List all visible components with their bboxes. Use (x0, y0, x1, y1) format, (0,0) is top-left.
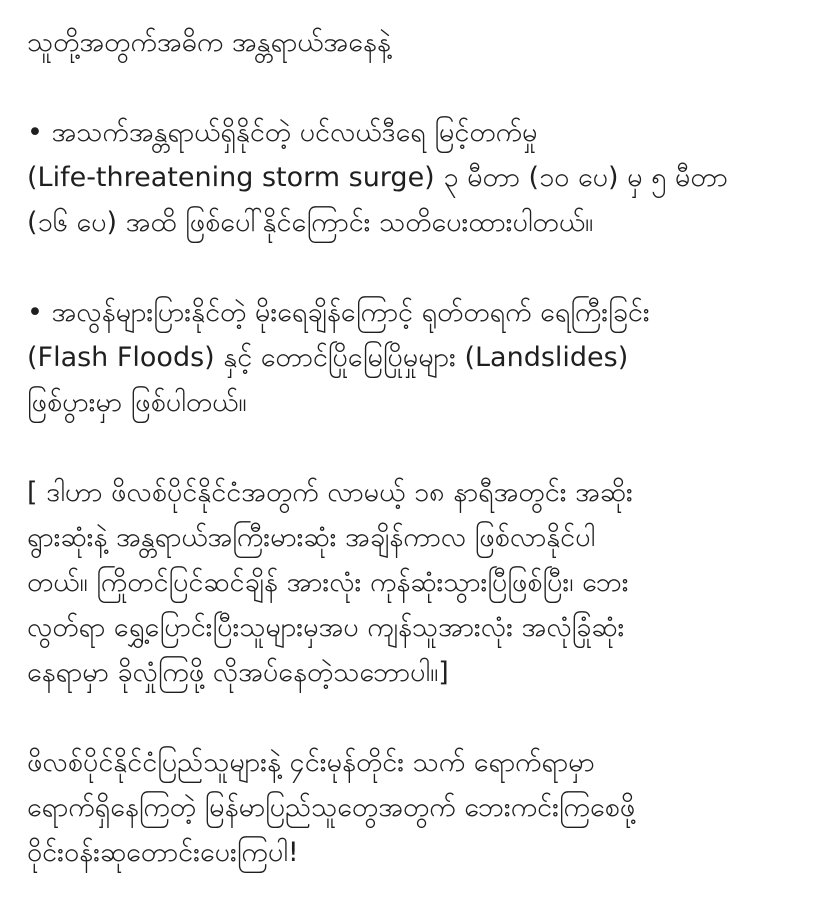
bracket-note (27, 470, 805, 695)
note-line: လွတ်ရာ ရွှေ့ပြောင်းပြီးသူများမှအပ ကျန်သူအားလုံး အလုံခြုံဆုံး (27, 612, 625, 643)
note-line: ရွားဆုံးနဲ့ အန္တရာယ်အကြီးမားဆုံး အချိန်ကာလ ဖြစ်လာနိုင်ပါ (27, 522, 596, 553)
bullet-line: • အသက်အန္တရာယ်ရှိနိုင်တဲ့ ပင်လယ်ဒီရေ မြင့်တက်မှု (27, 117, 538, 148)
note-line: [ ဒါဟာ ဖိလစ်ပိုင်နိုင်ငံအတွက် လာမယ့် ၁၈ နာရီအတွင်း အဆိုး (27, 477, 633, 508)
bullet-storm-surge (27, 110, 805, 245)
closing-message (27, 740, 805, 875)
bullet-line: (၁၆ ပေ) အထိ ဖြစ်ပေါ်နိုင်ကြောင်း သတိပေးထားပါတယ်။ (27, 207, 594, 238)
closing-line: ဖိလစ်ပိုင်နိုင်ငံပြည်သူများနဲ့ ၄င်းမုန်တိုင်း သက် ရောက်ရာမှာ (27, 747, 595, 778)
post-heading (27, 20, 805, 65)
bullet-line: • အလွန်များပြားနိုင်တဲ့ မိုးရေချိန်ကြောင့် ရုတ်တရက် ရေကြီးခြင်း (27, 297, 650, 328)
note-line: နေရာမှာ ခိုလှုံကြဖို့ လိုအပ်နေတဲ့သဘောပါ။] (27, 657, 449, 688)
bullet-line: (Flash Floods) နှင့် တောင်ပြိုမြေပြိုမှုများ (Landslides) (27, 342, 629, 373)
heading-line: သူတို့အတွက်အဓိက အန္တရာယ်အနေနဲ့ (27, 27, 391, 58)
note-line: တယ်။ ကြိုတင်ပြင်ဆင်ချိန် အားလုံး ကုန်ဆုံးသွားပြီဖြစ်ပြီး၊ ဘေး (27, 567, 629, 598)
bullet-line: ဖြစ်ပွားမှာ ဖြစ်ပါတယ်။ (27, 387, 247, 418)
post-body (27, 20, 805, 875)
closing-line: ရောက်ရှိနေကြတဲ့ မြန်မာပြည်သူတွေအတွက် ဘေးကင်းကြစေဖို့ (27, 792, 636, 823)
bullet-line: (Life-threatening storm surge) ၃ မီတာ (၁၀ ပေ) မှ ၅ မီတာ (27, 162, 728, 193)
closing-line: ဝိုင်းဝန်းဆုတောင်းပေးကြပါ! (27, 837, 299, 868)
bullet-flash-floods (27, 290, 805, 425)
